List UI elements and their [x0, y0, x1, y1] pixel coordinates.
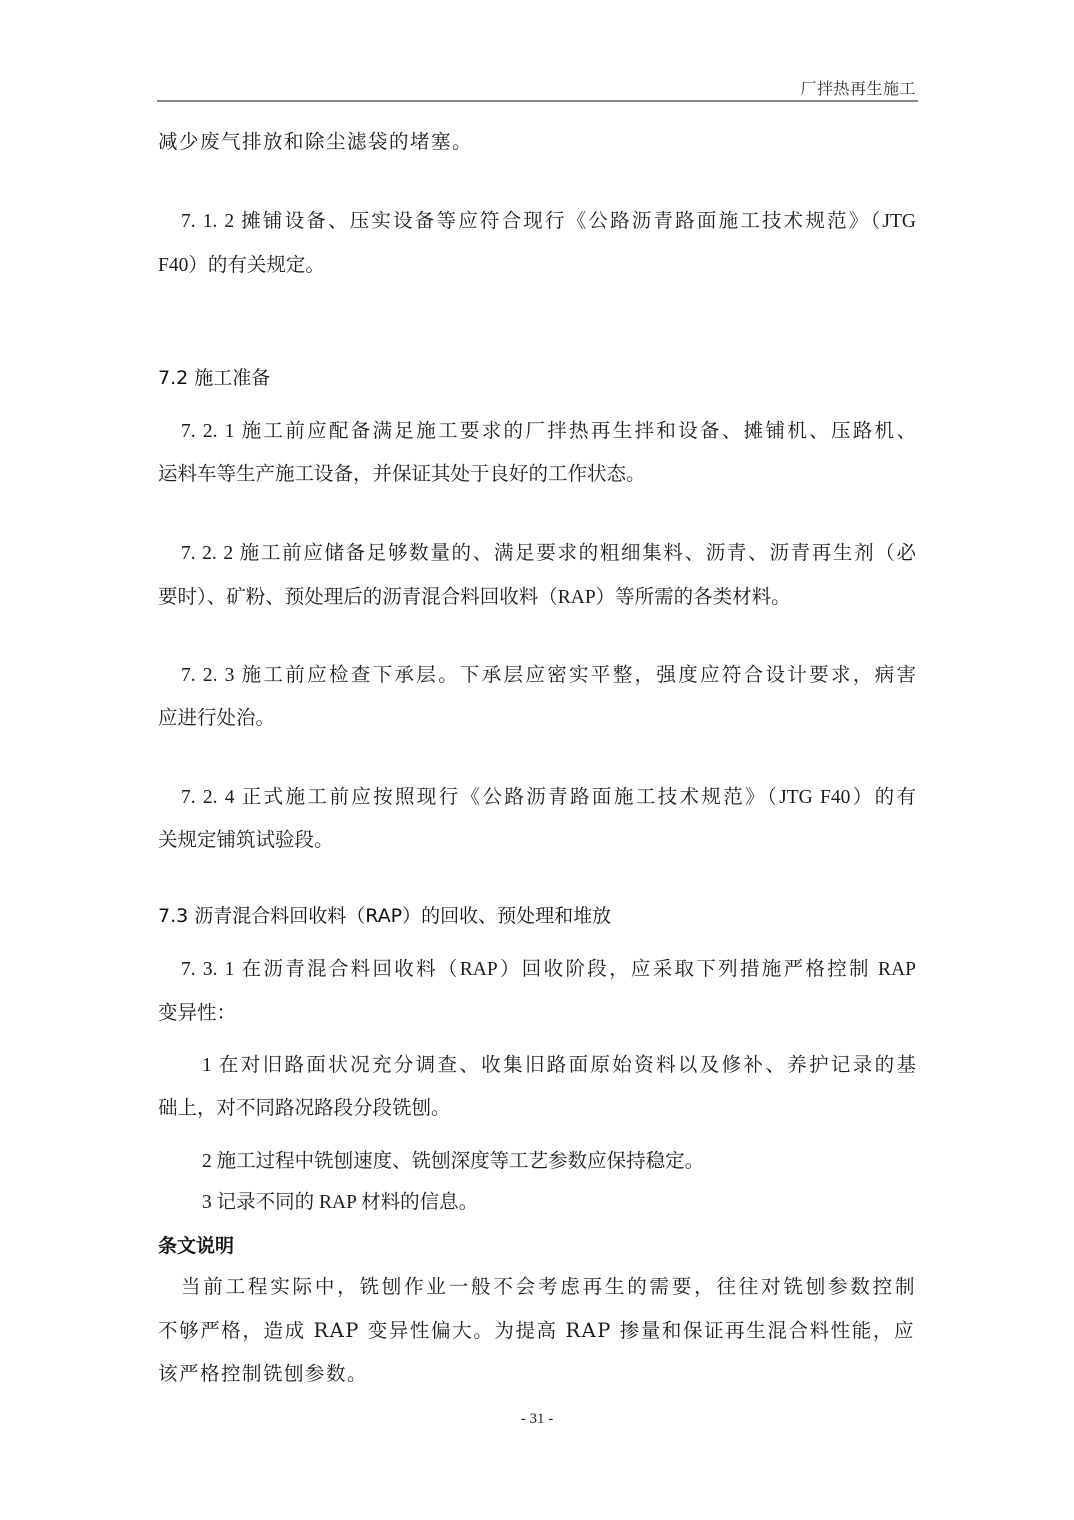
- page-header: [157, 74, 918, 102]
- page-number: - 31 -: [520, 1411, 554, 1427]
- clause-7-1-2-line1: 7. 1. 2 摊铺设备、压实设备等应符合现行《公路沥青路面施工技术规范》（JTG: [181, 211, 916, 232]
- clause-7-3-1-line2: 变异性：: [158, 1003, 237, 1024]
- commentary-title: 条文说明: [158, 1235, 235, 1257]
- list-item-1-line1: 1 在对旧路面状况充分调查、收集旧路面原始资料以及修补、养护记录的基: [202, 1055, 916, 1076]
- commentary-line1: 当前工程实际中，铣刨作业一般不会考虑再生的需要，往往对铣刨参数控制: [181, 1275, 916, 1298]
- clause-7-1-2-line2: F40）的有关规定。: [158, 255, 325, 276]
- continuation-text: 减少废气排放和除尘滤袋的堵塞。: [158, 130, 474, 153]
- section-7-3-heading: 7.3 沥青混合料回收料（RAP）的回收、预处理和堆放: [158, 905, 612, 927]
- list-item-1-line2: 础上，对不同路况路段分段铣刨。: [158, 1098, 451, 1119]
- clause-7-2-3-line2: 应进行处治。: [158, 708, 276, 729]
- commentary-line2: 不够严格，造成 RAP 变异性偏大。为提高 RAP 掺量和保证再生混合料性能，应: [158, 1319, 915, 1342]
- running-title: 厂拌热再生施工: [800, 81, 916, 98]
- commentary-line3: 该严格控制铣刨参数。: [158, 1362, 369, 1385]
- list-item-2: 2 施工过程中铣刨速度、铣刨深度等工艺参数应保持稳定。: [202, 1151, 705, 1172]
- clause-7-3-1-line1: 7. 3. 1 在沥青混合料回收料（RAP）回收阶段，应采取下列措施严格控制 RAP: [181, 959, 916, 980]
- clause-7-2-4-line1: 7. 2. 4 正式施工前应按照现行《公路沥青路面施工技术规范》（JTG F40）的有: [181, 787, 916, 808]
- clause-7-2-3-line1: 7. 2. 3 施工前应检查下承层。下承层应密实平整，强度应符合设计要求，病害: [181, 665, 916, 686]
- clause-7-2-2-line1: 7. 2. 2 施工前应储备足够数量的、满足要求的粗细集料、沥青、沥青再生剂（必: [181, 543, 916, 564]
- section-7-2-heading: 7.2 施工准备: [158, 367, 271, 389]
- clause-7-2-4-line2: 关规定铺筑试验段。: [158, 830, 334, 851]
- clause-7-2-1-line2: 运料车等生产施工设备，并保证其处于良好的工作状态。: [158, 464, 646, 485]
- clause-7-2-2-line2: 要时）、矿粉、预处理后的沥青混合料回收料（RAP）等所需的各类材料。: [158, 587, 791, 608]
- list-item-3: 3 记录不同的 RAP 材料的信息。: [202, 1192, 479, 1213]
- clause-7-2-1-line1: 7. 2. 1 施工前应配备满足施工要求的厂拌热再生拌和设备、摊铺机、压路机、: [181, 421, 916, 442]
